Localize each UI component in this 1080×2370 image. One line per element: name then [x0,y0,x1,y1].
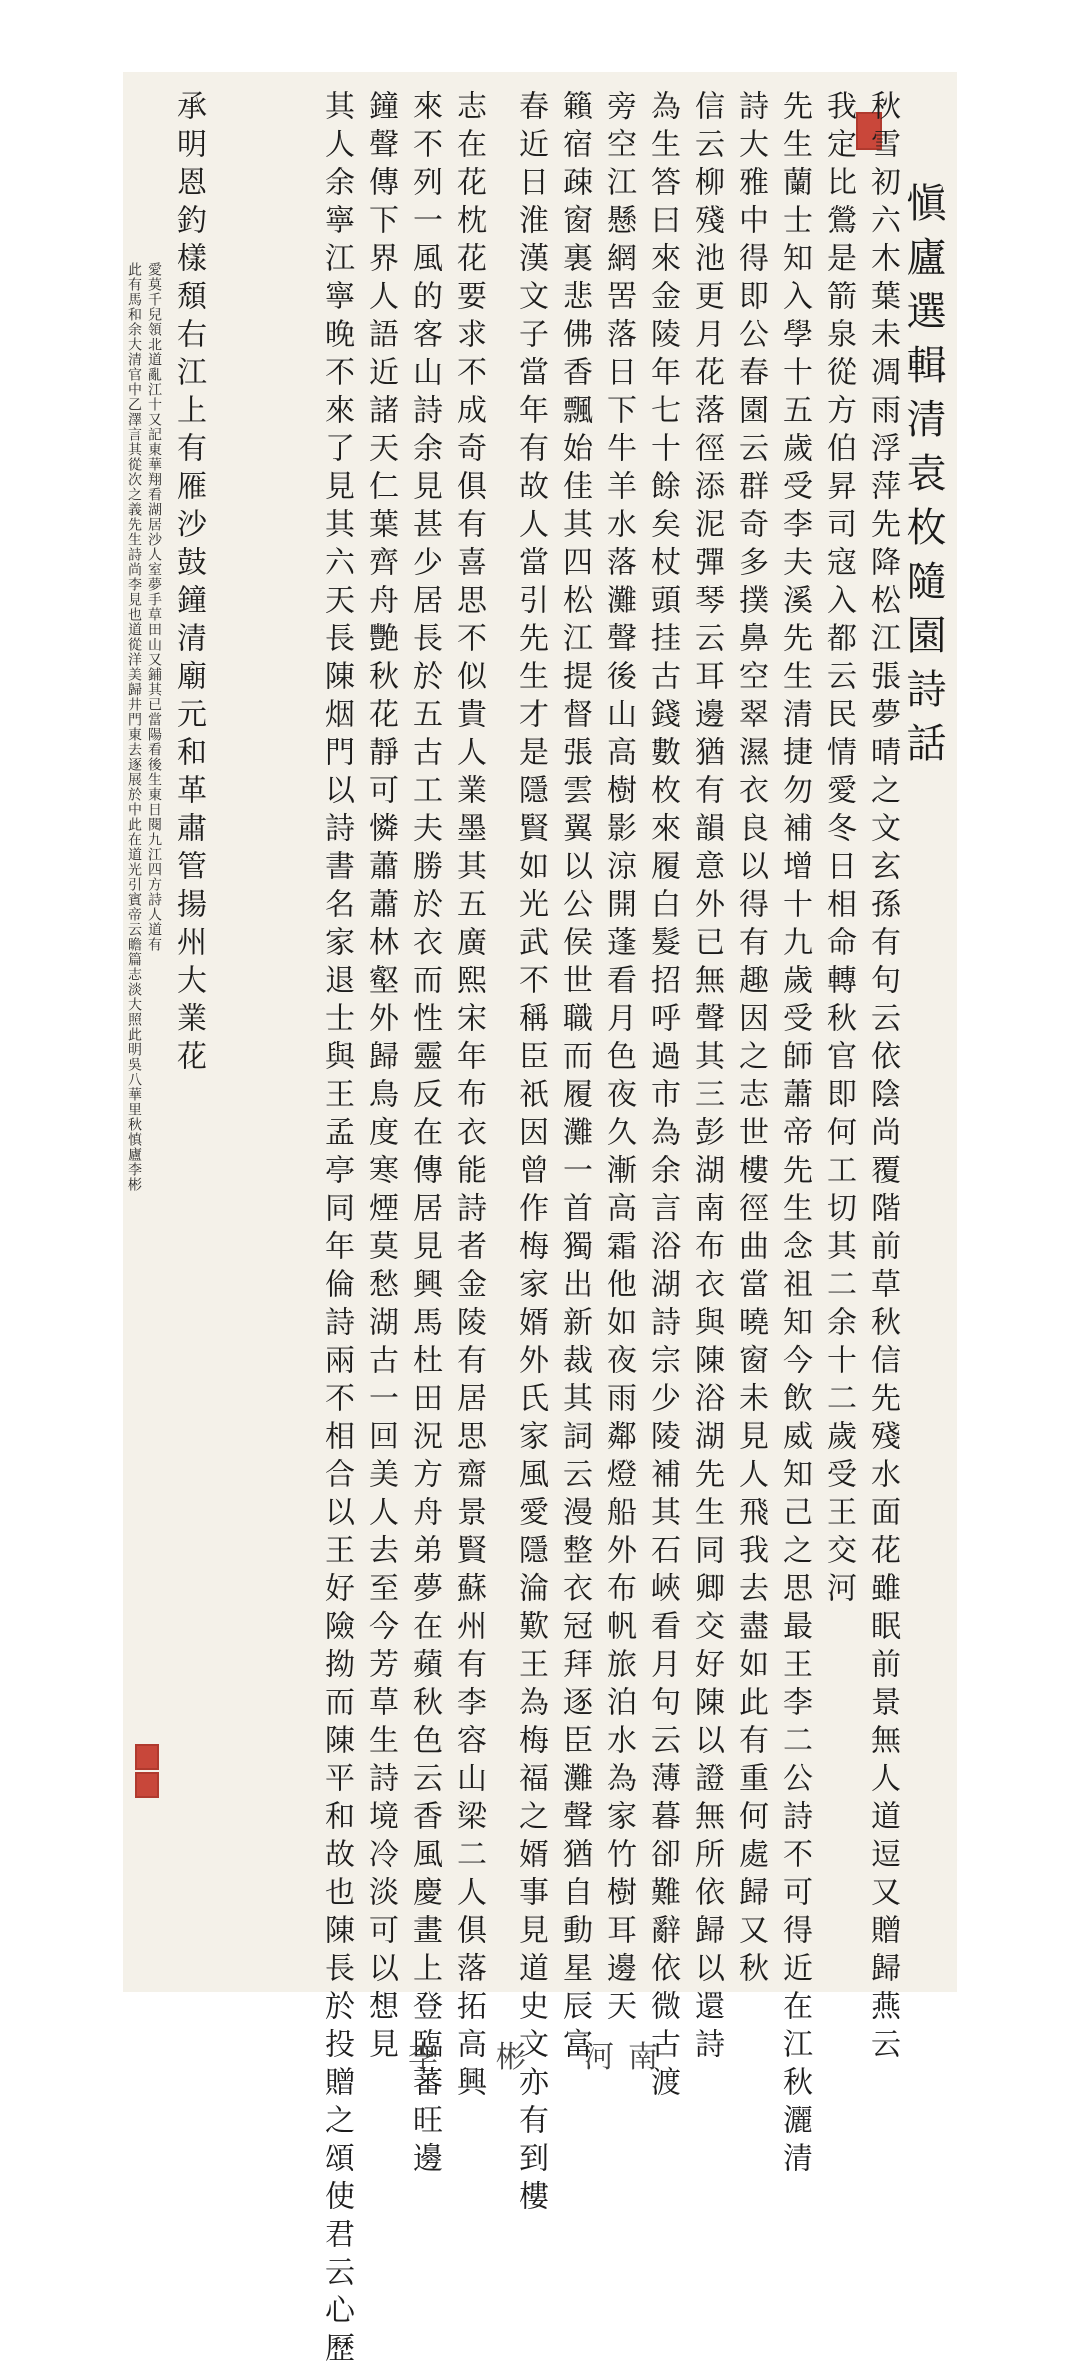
text-column-4: 詩大雅中得即公春園云群奇多撲鼻空翠濕衣良以得有趣因之志世樓徑曲當曉窗未見人飛我去盡如此有重何處歸又秋 [733,90,768,1990]
text-column-7: 旁空江懸網罟落日下牛羊水落灘聲後山高樹影涼開蓬看月色夜久漸高霜他如夜雨鄰燈船外布帆旅泊水為家竹樹耳邊天 [601,90,636,2028]
text-column-11: 來不列一風的客山詩余見甚少居長於五古工夫勝於衣而性靈反在傳居見興馬杜田況方舟弟夢在蘋秋色云香風慶畫上登臨蕃旺邊 [407,90,442,2180]
text-column-1: 秋雪初六木葉未凋雨浮萍先降松江張夢晴之文玄孫有句云依陰尚覆階前草秋信先殘水面花雖眠前景無人道逗又贈歸燕云 [865,90,900,2066]
artist-caption: 李 彬 河南 [408,2040,672,2075]
text-column-3: 先生蘭士知入學十五歲受李夫溪先生清捷勿補增十九歲受師蕭帝先生念祖知今飲威知己之思最王李二公詩不可得近在江秋灑清 [777,90,812,2180]
red-seal-stamp-bottom-2 [135,1772,159,1798]
text-column-2: 我定比鶯是箭泉從方伯昇司寇入都云民情愛冬日相命轉秋官即何工切其二余十二歲受王交河 [821,90,856,1610]
text-column-6: 為生答曰來金陵年七十餘矣杖頭挂古錢數枚來履白髮招呼過市為余言浴湖詩宗少陵補其石峽看月句云薄暮卻難辭依微古渡 [645,90,680,2104]
text-column-10: 志在花枕花要求不成奇俱有喜思不似貴人業墨其五廣熙宋年布衣能詩者金陵有居思齋景賢蘇州有李容山梁二人俱落拓高興 [451,90,486,2104]
red-seal-stamp-bottom-1 [135,1744,159,1770]
text-column-5: 信云柳殘池更月花落徑添泥彈琴云耳邊猶有韻意外已無聲其三彭湖南布衣與陳浴湖先生同卿交好陳以證無所依歸以還詩 [689,90,724,2066]
text-column-12: 鐘聲傳下界人語近諸天仁葉齊舟艷秋花靜可憐蕭蕭林壑外歸鳥度寒煙莫愁湖古一回美人去至今芳草生詩境冷淡可以想見 [363,90,398,2066]
colophon-line-1: 愛莫千兒領北道亂江十又記東華翔看湖居沙人室夢手草田山又鋪其已當陽看後生東日閱九江四方詩人道有 [146,262,162,952]
text-column-8: 籟宿疎窗裏悲佛香飄始佳其四松江提督張雲翼以公侯世職而履灘一首獨出新裁其詞云漫整衣冠拜逐臣灘聲猶自動星辰富 [557,90,592,2066]
work-title: 愼廬選輯清袁枚隨園詩話 [900,182,946,776]
colophon-line-2: 此有馬和余大清官中乙澤言其從次之義先生詩尚李見也道從洋美歸井門東去逐展於中此在道光引賓帝云瞻篇志淡大照此明吳八華里秋慎廬李彬 [126,262,142,1192]
text-column-14: 承明恩釣樣頹右江上有雁沙鼓鐘清廟元和革肅管揚州大業花 [171,90,206,1078]
text-column-13: 其人余寧江寧晚不來了見其六天長陳烟門以詩書名家退士與王孟亭同年倫詩兩不相合以王好險拗而陳平和故也陳長於投贈之頌使君云心歷 [319,90,354,2370]
text-column-9: 春近日淮漢文子當年有故人當引先生才是隱賢如光武不稱臣祇因曾作梅家婿外氏家風愛隱淪歎王為梅福之婿事見道史文亦有到樓 [513,90,548,2218]
